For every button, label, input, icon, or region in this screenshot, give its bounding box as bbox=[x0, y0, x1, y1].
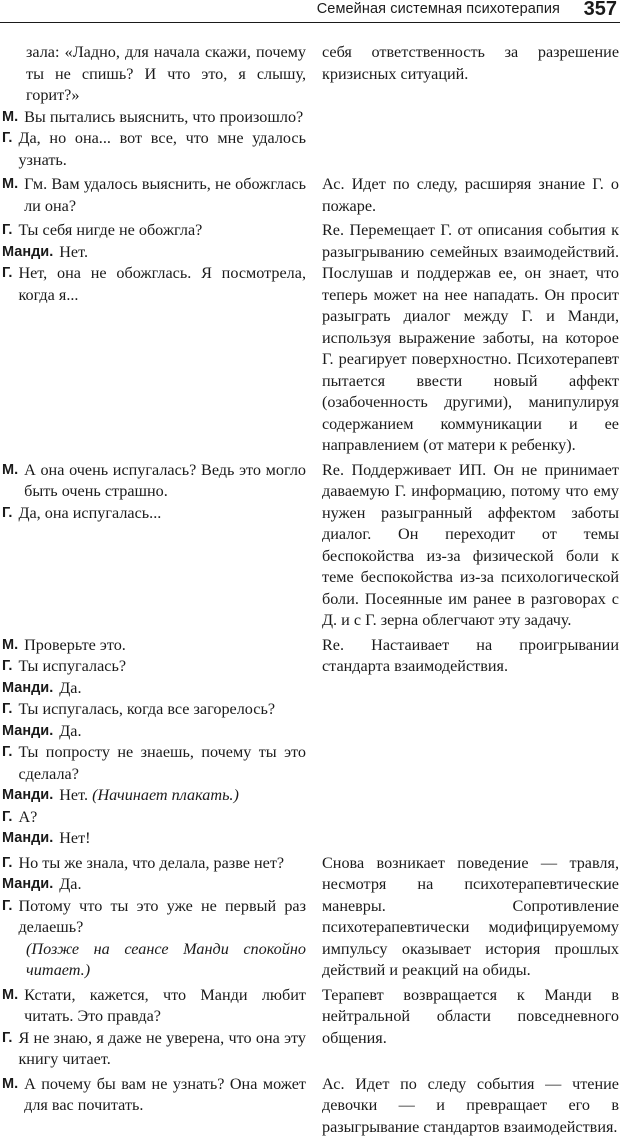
speech-text bbox=[18, 220, 306, 242]
dialogue-line bbox=[2, 874, 306, 896]
speech-text bbox=[18, 807, 306, 829]
speech-content: Да, она испугалась... bbox=[18, 503, 162, 522]
speech-content: Ты испугалась, когда все загорелось? bbox=[18, 700, 276, 718]
dialogue-column bbox=[0, 853, 306, 982]
stage-direction: (Позже на сеансе Манди спокойно читает.) bbox=[26, 939, 306, 979]
speech-content: Ты себя нигде не обожгла? bbox=[18, 221, 203, 239]
commentary-text: Re. Настаивает на проигрывании стандарта взаимодействия. bbox=[322, 635, 619, 675]
speech-content: Да. bbox=[59, 875, 82, 893]
dialogue-row bbox=[0, 1074, 620, 1139]
dialogue-row bbox=[0, 460, 620, 632]
dialogue-line bbox=[2, 1074, 306, 1117]
dialogue-line bbox=[2, 635, 306, 657]
commentary-text: Ас. Идет по следу события — чтение девочки — и превращает его в разыгрывание стандартов взаимодействия. bbox=[322, 1074, 619, 1136]
speech-content: Проверьте это. bbox=[24, 635, 126, 654]
speech-text bbox=[18, 853, 306, 875]
speaker-label: Г. bbox=[2, 808, 13, 825]
speaker-label: Г. bbox=[2, 265, 13, 281]
dialogue-line bbox=[2, 242, 306, 264]
commentary-text: Re. Поддерживает ИП. Он не принимает даваемую Г. информацию, потому что ему нужен разыгранный аффектом заботы диалог. Он переходит от темы беспокойства из-за физической боли к теме беспокойства из-за психологической боли. Посеянные им ранее в разговорах с Д. и с Г. зерна облегчают эту задачу. bbox=[322, 460, 619, 629]
speaker-label: М. bbox=[2, 176, 19, 192]
commentary-text: Снова возникает поведение — травля, несмотря на психотерапевтические маневры. Сопротивление психотерапевтически модифицируемому импульсу оказывает история прошлых действий и реакций на обиды. bbox=[322, 853, 619, 979]
dialogue-line bbox=[2, 107, 306, 129]
speaker-label: Г. bbox=[2, 897, 13, 914]
speaker-label: Манди. bbox=[2, 830, 54, 846]
speech-content: Нет. bbox=[59, 242, 89, 261]
speech-text bbox=[18, 503, 306, 525]
dialogue-line bbox=[2, 503, 306, 525]
speaker-label: Г. bbox=[2, 1029, 13, 1046]
commentary-text: себя ответственность за разрешение кризисных ситуаций. bbox=[322, 43, 619, 83]
speech-text bbox=[59, 721, 306, 743]
speech-text bbox=[59, 242, 306, 264]
speech-text bbox=[18, 1028, 306, 1071]
dialogue-line bbox=[2, 896, 306, 939]
speech-content: Да, но она... вот все, что мне удалось узнать. bbox=[18, 129, 306, 169]
speech-text bbox=[26, 42, 306, 107]
speaker-label: Манди. bbox=[2, 876, 54, 892]
page-header bbox=[0, 0, 620, 23]
speech-content: зала: «Ладно, для начала скажи, почему ты не спишь? И что это, я слышу, горит?» bbox=[26, 43, 306, 104]
speech-content: Ты попросту не знаешь, почему ты это сделала? bbox=[18, 743, 306, 783]
page-body bbox=[0, 42, 620, 1141]
speech-text bbox=[18, 896, 306, 939]
speech-text bbox=[18, 742, 306, 785]
dialogue-row bbox=[0, 985, 620, 1071]
dialogue-line bbox=[2, 263, 306, 306]
speech-content: Потому что ты это уже не первый раз делаешь? bbox=[18, 896, 306, 936]
commentary-text: Ас. Идет по следу, расширяя знание Г. о пожаре. bbox=[322, 175, 619, 215]
dialogue-row bbox=[0, 42, 620, 171]
dialogue-line bbox=[2, 985, 306, 1028]
speech-content: А почему бы вам не узнать? Она может для вас почитать. bbox=[24, 1074, 306, 1114]
speech-content: Нет! bbox=[59, 829, 91, 847]
dialogue-column bbox=[0, 985, 306, 1071]
speech-text bbox=[18, 263, 306, 306]
dialogue-line bbox=[2, 721, 306, 743]
speech-content: Но ты же знала, что делала, разве нет? bbox=[18, 853, 285, 872]
dialogue-column bbox=[0, 460, 306, 525]
speech-content: А она очень испугалась? Ведь это могло быть очень страшно. bbox=[24, 460, 306, 500]
speaker-label: Г. bbox=[2, 854, 13, 871]
dialogue-line bbox=[2, 807, 306, 829]
speaker-label: Г. bbox=[2, 658, 13, 674]
dialogue-line bbox=[2, 699, 306, 721]
speaker-label: Г. bbox=[2, 222, 13, 238]
speaker-label: М. bbox=[2, 1075, 19, 1092]
speech-content: Кстати, кажется, что Манди любит читать. Это правда? bbox=[24, 985, 306, 1025]
speech-content: Я не знаю, я даже не уверена, что она эту книгу читает. bbox=[18, 1028, 306, 1068]
dialogue-row bbox=[0, 220, 620, 457]
speaker-label: М. bbox=[2, 636, 19, 653]
speech-text bbox=[24, 107, 306, 129]
speaker-label: Г. bbox=[2, 701, 13, 717]
dialogue-column bbox=[0, 42, 306, 171]
speech-text bbox=[24, 174, 306, 217]
dialogue-line bbox=[2, 939, 306, 982]
stage-direction: (Начинает плакать.) bbox=[92, 786, 239, 804]
dialogue-row bbox=[0, 635, 620, 850]
speech-content: Вы пытались выяснить, что произошло? bbox=[24, 107, 304, 126]
speaker-label: М. bbox=[2, 108, 19, 125]
speech-content: Ты испугалась? bbox=[18, 657, 127, 675]
speaker-label: Г. bbox=[2, 744, 13, 760]
dialogue-line bbox=[2, 128, 306, 171]
running-title: Семейная системная психотерапия bbox=[316, 1, 560, 17]
speaker-label: М. bbox=[2, 986, 19, 1003]
speech-text bbox=[24, 460, 306, 503]
speech-text bbox=[26, 939, 306, 982]
speaker-label: М. bbox=[2, 461, 19, 478]
speech-text bbox=[18, 656, 306, 678]
speech-text bbox=[24, 635, 306, 657]
dialogue-column bbox=[0, 220, 306, 306]
dialogue-row bbox=[0, 174, 620, 217]
speech-content: А? bbox=[18, 807, 38, 826]
speech-text bbox=[18, 128, 306, 171]
speaker-label: Манди. bbox=[2, 722, 54, 739]
page-number: 357 bbox=[583, 0, 617, 20]
speech-text bbox=[24, 985, 306, 1028]
dialogue-line bbox=[2, 1028, 306, 1071]
speech-text bbox=[59, 785, 306, 807]
dialogue-line bbox=[2, 853, 306, 875]
dialogue-line bbox=[2, 828, 306, 850]
speech-text bbox=[18, 699, 306, 721]
dialogue-row bbox=[0, 853, 620, 982]
speaker-label: Манди. bbox=[2, 787, 54, 803]
speech-text bbox=[59, 874, 306, 896]
speech-text bbox=[59, 678, 306, 700]
dialogue-line bbox=[2, 656, 306, 678]
dialogue-line bbox=[2, 220, 306, 242]
speech-content: Да. bbox=[59, 678, 82, 697]
speech-content: Нет, она не обожглась. Я посмотрела, когда я... bbox=[18, 264, 306, 304]
speech-content: Да. bbox=[59, 721, 82, 740]
dialogue-column bbox=[0, 635, 306, 850]
dialogue-line bbox=[2, 785, 306, 807]
speaker-label: Манди. bbox=[2, 243, 54, 260]
speaker-label: Манди. bbox=[2, 679, 54, 696]
dialogue-column bbox=[0, 1074, 306, 1117]
dialogue-line bbox=[2, 42, 306, 107]
dialogue-line bbox=[2, 678, 306, 700]
speech-content: Нет. bbox=[59, 786, 89, 804]
dialogue-column bbox=[0, 174, 306, 217]
speaker-label: Г. bbox=[2, 504, 13, 521]
speech-text bbox=[59, 828, 306, 850]
speech-text bbox=[24, 1074, 306, 1117]
commentary-text: Терапевт возвращается к Манди в нейтральной области повседневного общения. bbox=[322, 985, 619, 1047]
speech-content: Гм. Вам удалось выяснить, не обожглась ли она? bbox=[24, 175, 306, 215]
commentary-text: Re. Перемещает Г. от описания события к разыгрыванию семейных взаимодействий. Послушав и поддержав ее, он знает, что теперь может на нее нападать. Он просит разыграть диалог между Г. и Манди, используя выражение заботы, на которое Г. реагирует поверхностно. Психотерапевт пытается ввести новый аффект (озабоченность другими), манипулируя содержанием коммуникации и ее направлением (от матери к ребенку). bbox=[322, 221, 619, 454]
dialogue-line bbox=[2, 460, 306, 503]
dialogue-line bbox=[2, 742, 306, 785]
dialogue-line bbox=[2, 174, 306, 217]
speaker-label: Г. bbox=[2, 130, 13, 146]
